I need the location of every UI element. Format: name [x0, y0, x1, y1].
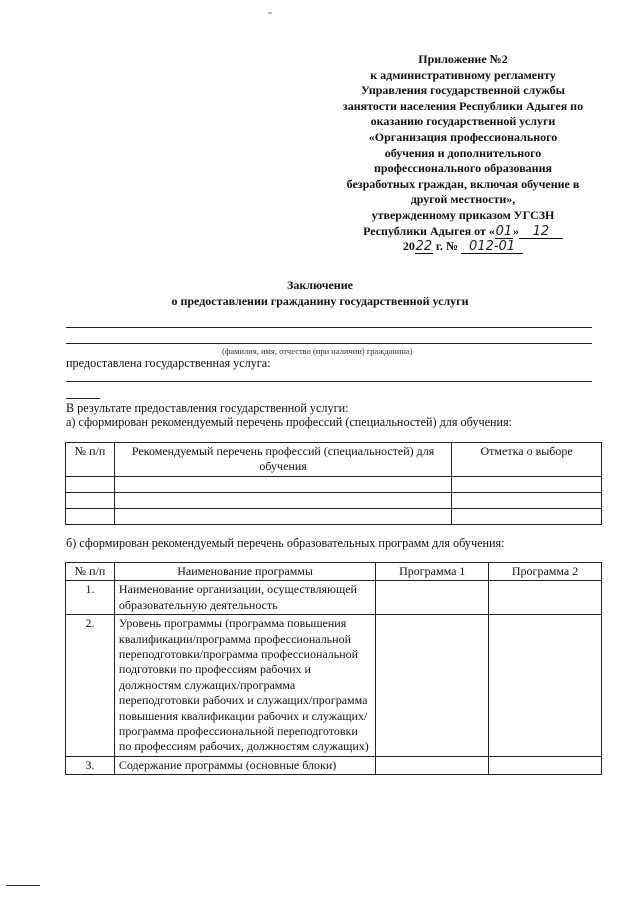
table-cell[interactable] — [114, 508, 451, 524]
row-label: Наименование организации, осуществляющей образовательную деятельность — [114, 581, 375, 615]
row-label: Содержание программы (основные блоки) — [114, 756, 375, 774]
document-title: Заключение — [287, 278, 353, 292]
service-line — [66, 381, 592, 382]
appendix-line: оказанию государственной услуги — [370, 114, 556, 129]
appendix-header — [332, 52, 594, 255]
table-row — [66, 581, 602, 615]
appendix-line: профессионального образования — [373, 161, 553, 176]
table-row — [66, 756, 602, 774]
row-label: Уровень программы (программа повышения квалификации/программа профессиональной переподготовки/программа профессиональной подготовки по профессиям рабочих и должностям служащих/программа переподготовки рабочих и служащих/программа повышения квалификации рабочих и служащих/программа профессиональной переподготовки по профессиям рабочих, должностям служащих) — [114, 615, 375, 757]
section-b-label: б) сформирован рекомендуемый перечень образовательных программ для обучения: — [66, 536, 505, 550]
table-header-row — [66, 563, 602, 581]
row-number: 1. — [66, 581, 115, 615]
short-line — [66, 398, 100, 399]
scan-mark — [268, 12, 272, 14]
table-cell[interactable] — [114, 476, 451, 492]
appendix-line: к административному регламенту — [370, 67, 556, 82]
year-suffix: 22 — [415, 239, 433, 255]
result-intro: В результате предоставления государственной услуги: — [66, 401, 349, 415]
table-row — [66, 492, 602, 508]
column-header-program-name: Наименование программы — [114, 563, 375, 581]
name-caption: (фамилия, имя, отчество (при наличии) гражданина) — [222, 346, 413, 356]
programs-table — [65, 562, 602, 775]
table-cell[interactable] — [452, 492, 602, 508]
service-provided-label: предоставлена государственная услуга: — [66, 356, 271, 370]
section-a-label: а) сформирован рекомендуемый перечень профессий (специальностей) для обучения: — [66, 415, 513, 429]
table-row — [66, 615, 602, 757]
appendix-line: безработных граждан, включая обучение в — [346, 176, 580, 191]
row-number: 2. — [66, 615, 115, 757]
table-cell[interactable] — [489, 615, 602, 757]
order-day: 01 — [495, 223, 513, 239]
order-prefix: Республики Адыгея от « — [363, 223, 495, 238]
document-subtitle: о предоставлении гражданину государственной услуги — [171, 294, 469, 308]
column-header-choice: Отметка о выборе — [452, 443, 602, 477]
table-cell[interactable] — [489, 756, 602, 774]
column-header-program-2: Программа 2 — [489, 563, 602, 581]
table-cell[interactable] — [114, 492, 451, 508]
table-row — [66, 476, 602, 492]
appendix-line: занятости населения Республики Адыгея по — [342, 98, 584, 113]
order-number: 012-01 — [461, 240, 523, 254]
row-number: 3. — [66, 756, 115, 774]
order-sep: » — [512, 223, 519, 238]
column-header-number: № п/п — [66, 563, 115, 581]
footer-mark — [6, 885, 40, 886]
appendix-line: другой местности», — [410, 192, 516, 207]
appendix-line: Управления государственной службы — [361, 83, 565, 98]
appendix-line: «Организация профессионального — [368, 129, 558, 144]
name-line — [66, 327, 592, 328]
table-cell[interactable] — [489, 581, 602, 615]
table-cell[interactable] — [66, 476, 115, 492]
column-header-professions: Рекомендуемый перечень профессий (специальностей) для обучения — [114, 443, 451, 477]
table-cell[interactable] — [376, 615, 489, 757]
table-cell[interactable] — [452, 476, 602, 492]
table-cell[interactable] — [66, 508, 115, 524]
appendix-title: Приложение №2 — [418, 52, 508, 66]
professions-table — [65, 442, 602, 525]
year-text: г. № — [435, 239, 459, 254]
table-header-row — [66, 443, 602, 477]
order-date-line — [332, 224, 594, 240]
year-prefix: 20 — [402, 239, 415, 254]
appendix-line: утвержденному приказом УГСЗН — [371, 207, 555, 222]
table-row — [66, 508, 602, 524]
column-header-program-1: Программа 1 — [376, 563, 489, 581]
table-cell[interactable] — [66, 492, 115, 508]
name-line — [66, 343, 592, 344]
table-cell[interactable] — [376, 756, 489, 774]
order-month: 12 — [519, 225, 563, 239]
order-number-line — [332, 239, 594, 255]
column-header-number: № п/п — [66, 443, 115, 477]
table-cell[interactable] — [452, 508, 602, 524]
table-cell[interactable] — [376, 581, 489, 615]
appendix-line: обучения и дополнительного — [384, 145, 542, 160]
